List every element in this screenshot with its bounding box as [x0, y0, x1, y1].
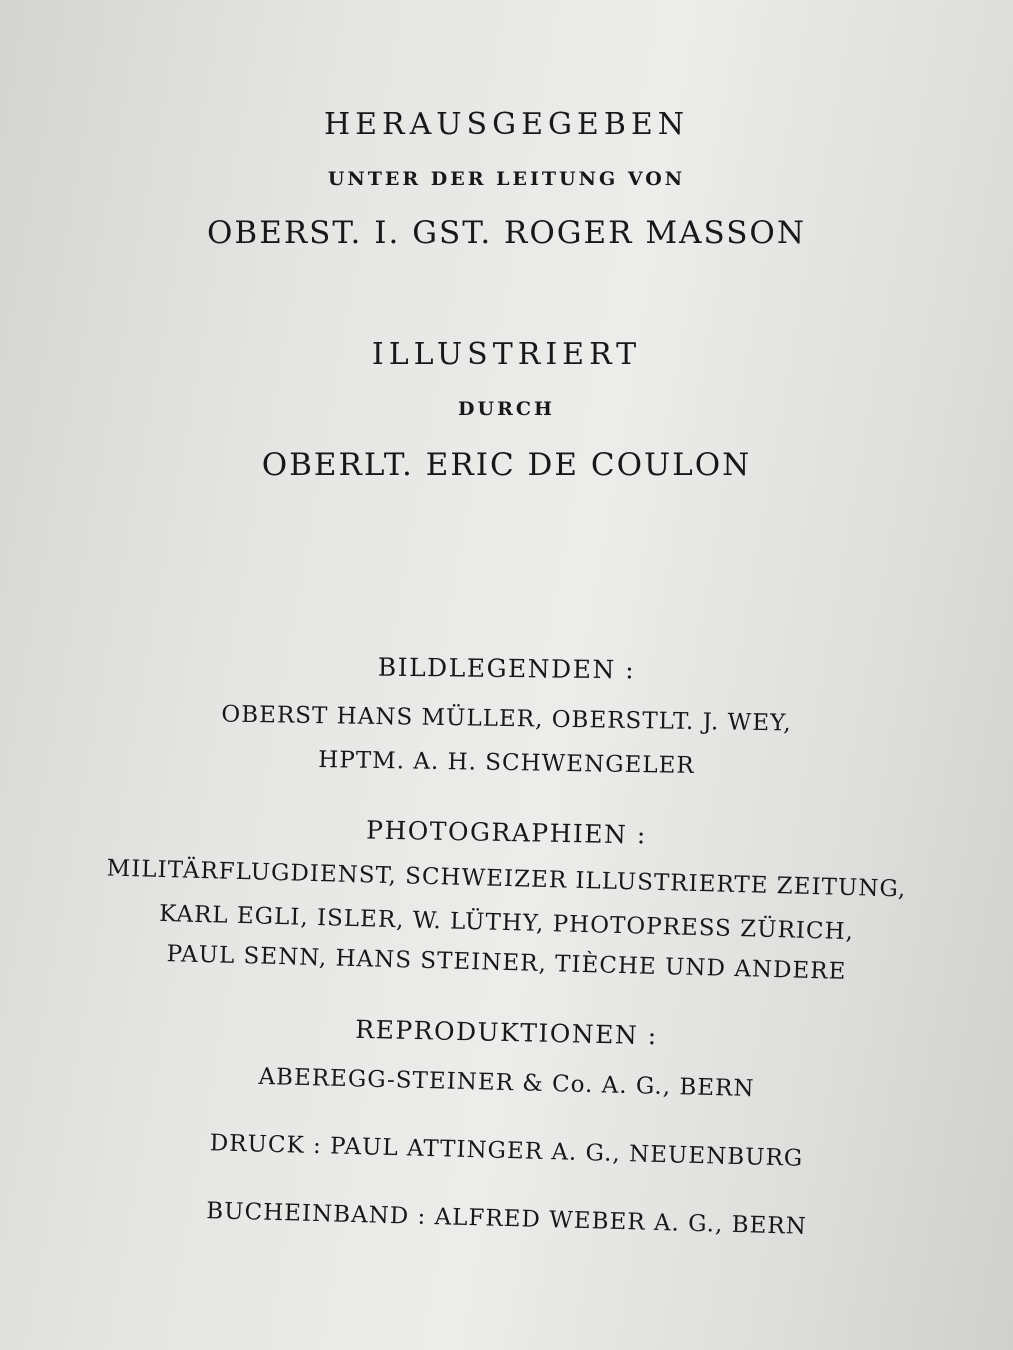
druck-line: DRUCK : PAUL ATTINGER A. G., NEUENBURG [209, 1130, 804, 1172]
unter-der-leitung-line: UNTER DER LEITUNG VON [327, 168, 686, 190]
reproduktionen-heading: REPRODUKTIONEN : [355, 1014, 658, 1051]
herausgegeben-heading: HERAUSGEGEBEN [323, 107, 690, 142]
illustriert-heading: ILLUSTRIERT [371, 337, 642, 372]
editor-name: OBERST. I. GST. ROGER MASSON [207, 215, 806, 251]
photographien-line-3: PAUL SENN, HANS STEINER, TIÈCHE UND ANDERE [166, 941, 847, 985]
photographien-heading: PHOTOGRAPHIEN : [365, 815, 648, 850]
bildlegenden-heading: BILDLEGENDEN : [377, 652, 636, 685]
photographien-line-1: MILITÄRFLUGDIENST, SCHWEIZER ILLUSTRIERTE ZEITUNG, [106, 855, 907, 903]
bildlegenden-line-1: OBERST HANS MÜLLER, OBERSTLT. J. WEY, [221, 701, 792, 737]
durch-line: DURCH [458, 398, 555, 420]
photographien-line-2: KARL EGLI, ISLER, W. LÜTHY, PHOTOPRESS ZÜRICH, [158, 900, 855, 946]
illustrator-name: OBERLT. ERIC DE COULON [261, 447, 752, 483]
bildlegenden-line-2: HPTM. A. H. SCHWENGELER [318, 747, 695, 779]
bucheinband-line: BUCHEINBAND : ALFRED WEBER A. G., BERN [205, 1198, 808, 1240]
reproduktionen-line-1: ABEREGG-STEINER & Co. A. G., BERN [258, 1063, 755, 1103]
